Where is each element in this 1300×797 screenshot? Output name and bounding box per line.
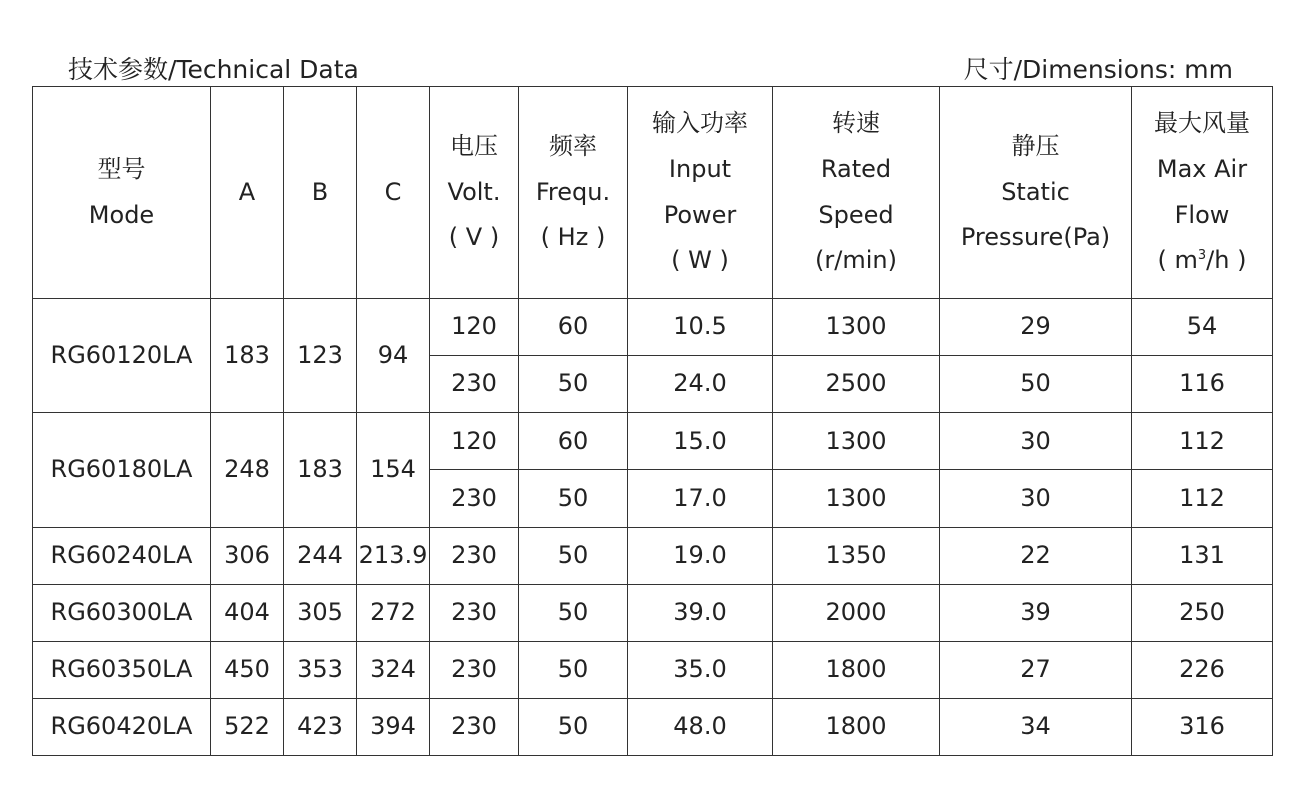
header-b: B	[284, 87, 357, 299]
table-caption: 技术参数/Technical Data	[68, 55, 359, 84]
airflow-cell: 54	[1132, 299, 1273, 356]
dim-a-cell: 248	[211, 413, 284, 527]
pressure-cell: 30	[940, 413, 1132, 470]
dim-b-cell: 183	[284, 413, 357, 527]
voltage-cell: 230	[430, 584, 519, 641]
dim-b-cell: 305	[284, 584, 357, 641]
voltage-cell: 230	[430, 470, 519, 527]
dim-c-cell: 324	[357, 641, 430, 698]
pressure-cell: 30	[940, 470, 1132, 527]
dim-b-cell: 353	[284, 641, 357, 698]
dim-b-cell: 123	[284, 299, 357, 413]
dim-c-cell: 154	[357, 413, 430, 527]
header-a: A	[211, 87, 284, 299]
header-static-pressure: 静压 Static Pressure(Pa)	[940, 87, 1132, 299]
power-cell: 24.0	[628, 356, 773, 413]
model-cell: RG60120LA	[33, 299, 211, 413]
technical-data-table	[32, 86, 1273, 756]
airflow-cell: 112	[1132, 413, 1273, 470]
header-c: C	[357, 87, 430, 299]
voltage-cell: 230	[430, 698, 519, 755]
dimensions-unit-note: 尺寸/Dimensions: mm	[963, 55, 1233, 84]
speed-cell: 1300	[773, 299, 940, 356]
speed-cell: 2500	[773, 356, 940, 413]
model-cell: RG60300LA	[33, 584, 211, 641]
table-row	[33, 413, 1273, 470]
airflow-cell: 112	[1132, 470, 1273, 527]
airflow-cell: 116	[1132, 356, 1273, 413]
header-voltage: 电压 Volt. ( V )	[430, 87, 519, 299]
speed-cell: 1800	[773, 641, 940, 698]
pressure-cell: 39	[940, 584, 1132, 641]
power-cell: 17.0	[628, 470, 773, 527]
pressure-cell: 29	[940, 299, 1132, 356]
frequency-cell: 50	[519, 527, 628, 584]
table-row	[33, 527, 1273, 584]
frequency-cell: 50	[519, 641, 628, 698]
header-max-air-flow: 最大风量 Max Air Flow ( $m^3/h$ )	[1132, 87, 1273, 299]
dim-a-cell: 183	[211, 299, 284, 413]
model-cell: RG60420LA	[33, 698, 211, 755]
power-cell: 48.0	[628, 698, 773, 755]
model-cell: RG60240LA	[33, 527, 211, 584]
airflow-cell: 226	[1132, 641, 1273, 698]
voltage-cell: 120	[430, 299, 519, 356]
dim-c-cell: 94	[357, 299, 430, 413]
dim-a-cell: 450	[211, 641, 284, 698]
speed-cell: 1300	[773, 470, 940, 527]
frequency-cell: 50	[519, 584, 628, 641]
airflow-cell: 131	[1132, 527, 1273, 584]
table-row	[33, 299, 1273, 356]
speed-cell: 1350	[773, 527, 940, 584]
speed-cell: 2000	[773, 584, 940, 641]
header-rated-speed: 转速 Rated Speed (r/min)	[773, 87, 940, 299]
table-row	[33, 698, 1273, 755]
air-flow-unit: ( $m^3/h$ )	[1157, 246, 1247, 275]
model-cell: RG60180LA	[33, 413, 211, 527]
pressure-cell: 50	[940, 356, 1132, 413]
model-cell: RG60350LA	[33, 641, 211, 698]
power-cell: 15.0	[628, 413, 773, 470]
dim-b-cell: 244	[284, 527, 357, 584]
dim-a-cell: 522	[211, 698, 284, 755]
frequency-cell: 50	[519, 470, 628, 527]
header-model: 型号 Mode	[33, 87, 211, 299]
speed-cell: 1300	[773, 413, 940, 470]
frequency-cell: 50	[519, 698, 628, 755]
table-row	[33, 584, 1273, 641]
power-cell: 35.0	[628, 641, 773, 698]
pressure-cell: 27	[940, 641, 1132, 698]
header-row	[33, 87, 1273, 299]
voltage-cell: 120	[430, 413, 519, 470]
airflow-cell: 250	[1132, 584, 1273, 641]
dim-c-cell: 394	[357, 698, 430, 755]
dim-c-cell: 213.9	[357, 527, 430, 584]
voltage-cell: 230	[430, 527, 519, 584]
airflow-cell: 316	[1132, 698, 1273, 755]
dim-c-cell: 272	[357, 584, 430, 641]
frequency-cell: 60	[519, 413, 628, 470]
dim-a-cell: 404	[211, 584, 284, 641]
frequency-cell: 50	[519, 356, 628, 413]
voltage-cell: 230	[430, 356, 519, 413]
power-cell: 19.0	[628, 527, 773, 584]
voltage-cell: 230	[430, 641, 519, 698]
speed-cell: 1800	[773, 698, 940, 755]
power-cell: 39.0	[628, 584, 773, 641]
table-row	[33, 641, 1273, 698]
dim-b-cell: 423	[284, 698, 357, 755]
header-frequency: 频率 Frequ. ( Hz )	[519, 87, 628, 299]
power-cell: 10.5	[628, 299, 773, 356]
pressure-cell: 34	[940, 698, 1132, 755]
dim-a-cell: 306	[211, 527, 284, 584]
pressure-cell: 22	[940, 527, 1132, 584]
header-input-power: 输入功率 Input Power ( W )	[628, 87, 773, 299]
frequency-cell: 60	[519, 299, 628, 356]
